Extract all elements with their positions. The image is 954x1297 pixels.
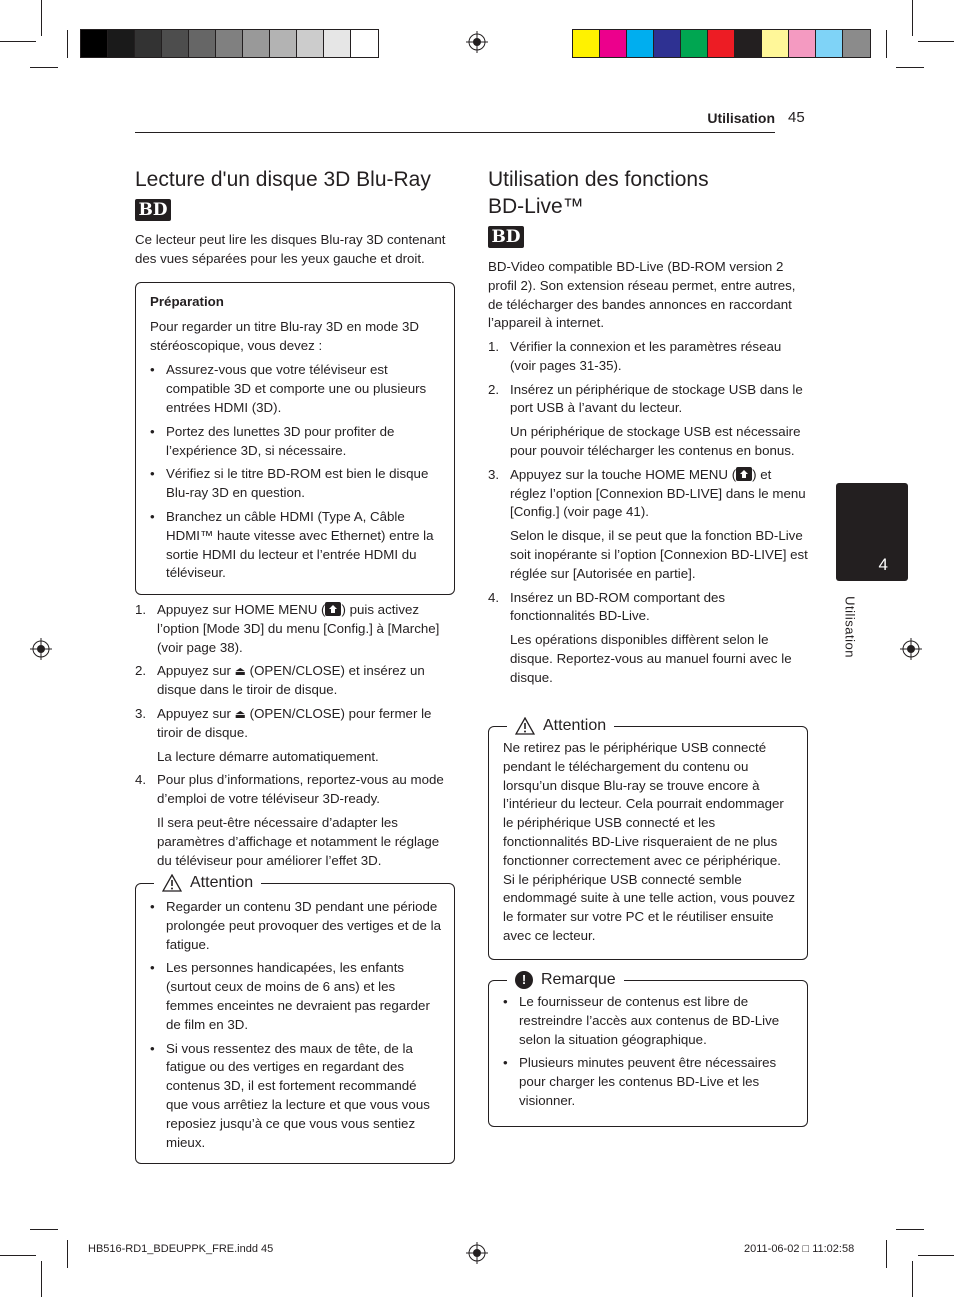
step-text-pre: Appuyez sur xyxy=(157,705,235,721)
chapter-side-label xyxy=(838,592,862,662)
step-item xyxy=(135,601,455,657)
section-title-3d-bluray: Lecture d'un disque 3D Blu-Ray xyxy=(135,168,431,191)
color-swatch xyxy=(324,30,351,57)
list-item: • Assurez-vous que votre téléviseur est compatible 3D et comporte une ou plusieurs entrées HDMI (3D). xyxy=(150,361,442,417)
step-number: 4. xyxy=(135,772,147,788)
section-title-bdlive-line1: Utilisation des fonctions xyxy=(488,168,709,191)
remarque-list xyxy=(503,993,795,1111)
list-item: • Branchez un câble HDMI (Type A, Câble HDMI™ haute vitesse avec Ethernet) entre la sortie HDMI du lecteur et l’entrée HDMI du téléviseur. xyxy=(150,508,442,583)
step-text-post: ) puis activez l’option [Mode 3D] du menu [Config.] à [Marche] (voir page 38). xyxy=(157,602,440,655)
crop-mark xyxy=(886,1240,887,1268)
step-item xyxy=(488,338,808,376)
crop-mark xyxy=(918,41,954,42)
step-text xyxy=(510,589,808,627)
remarque-label xyxy=(507,970,624,990)
step-text xyxy=(157,771,455,809)
step-item xyxy=(135,705,455,766)
step-text xyxy=(510,466,808,522)
eject-icon: ⏏ xyxy=(234,664,246,679)
list-item: • Si vous ressentez des maux de tête, de la fatigue ou des vertiges en regardant des contenus 3D, il est fortement recommandé que vous arrêtiez la lecture et que vous vous reposiez jusqu’à ce que vous vous sentiez mieux. xyxy=(150,1040,442,1153)
list-item: • Regarder un contenu 3D pendant une période prolongée peut provoquer des vertiges et de la fatigue. xyxy=(150,898,442,954)
chapter-tab xyxy=(836,483,908,581)
crop-mark xyxy=(886,30,887,58)
step-note: La lecture démarre automatiquement. xyxy=(157,748,379,764)
steps-list-3d xyxy=(135,601,455,875)
step-item xyxy=(488,466,808,584)
color-swatch xyxy=(816,30,843,57)
steps-list-bdlive xyxy=(488,338,808,693)
step-number: 4. xyxy=(488,589,500,605)
crop-mark xyxy=(896,67,924,68)
crop-mark xyxy=(0,41,36,42)
color-swatch xyxy=(297,30,324,57)
step-item xyxy=(135,771,455,870)
bd-disc-icon: BD xyxy=(488,226,524,248)
color-swatch xyxy=(108,30,135,57)
step-note: Les opérations disponibles diffèrent selon le disque. Reportez-vous au manuel fourni avec le disque. xyxy=(510,632,792,685)
color-swatch xyxy=(762,30,789,57)
color-swatch xyxy=(135,30,162,57)
attention-list-3d xyxy=(150,898,442,1152)
crop-mark xyxy=(41,1261,42,1297)
grayscale-color-bar xyxy=(80,29,379,58)
crop-mark xyxy=(41,0,42,36)
step-text-pre: Appuyez sur HOME MENU ( xyxy=(157,602,326,617)
chapter-number: 4 xyxy=(878,555,888,574)
step-text-pre: Appuyez sur la touche HOME MENU ( xyxy=(510,466,737,482)
step-number: 2. xyxy=(135,663,147,679)
crop-mark xyxy=(918,1255,954,1256)
chapter-side-label-text: Utilisation xyxy=(842,596,858,658)
step-item xyxy=(488,589,808,688)
step-note: Il sera peut-être nécessaire d’adapter les paramètres d’affichage et notamment le réglage du téléviseur pour améliorer l’effet 3D. xyxy=(157,814,440,868)
running-header xyxy=(135,110,775,133)
step-item xyxy=(135,662,455,700)
list-item: • Vérifiez si le titre BD-ROM est bien le disque Blu-ray 3D en question. xyxy=(150,465,442,503)
step-note: Selon le disque, il se peut que la fonction BD-Live soit inopérante si l’option [Connexion BD-LIVE] est réglée sur [Autorisée en partie]. xyxy=(510,528,808,581)
crop-mark xyxy=(912,1261,913,1297)
step-text-pre: Insérez un périphérique de stockage USB dans le port USB à l’avant du lecteur. xyxy=(510,381,803,416)
eject-icon: ⏏ xyxy=(234,706,246,721)
color-swatch xyxy=(627,30,654,57)
color-swatch xyxy=(162,30,189,57)
crop-mark xyxy=(67,30,68,58)
step-number: 1. xyxy=(135,602,147,617)
list-item: • Les personnes handicapées, les enfants (surtout ceux de moins de 6 ans) et les femmes enceintes ne devraient pas regarder de film en 3D. xyxy=(150,959,442,1034)
color-swatch xyxy=(600,30,627,57)
color-swatch xyxy=(270,30,297,57)
preparation-intro: Pour regarder un titre Blu-ray 3D en mode 3D stéréoscopique, vous devez : xyxy=(150,318,420,353)
preparation-label: Préparation xyxy=(150,294,224,309)
step-text-post: ) et réglez l’option [Connexion BD-LIVE] dans le menu [Config.] (voir page 41). xyxy=(510,466,806,520)
crop-mark xyxy=(896,1229,924,1230)
remarque-label-text: Remarque xyxy=(541,971,616,988)
step-number: 3. xyxy=(135,705,147,721)
step-text xyxy=(157,601,455,657)
crop-mark xyxy=(30,1229,58,1230)
step-text-post: (OPEN/CLOSE) et insérez un disque dans le tiroir de disque. xyxy=(157,663,425,698)
attention-label xyxy=(507,716,614,736)
color-swatch xyxy=(573,30,600,57)
footer-file-name: HB516-RD1_BDEUPPK_FRE.indd 45 xyxy=(88,1243,274,1255)
step-text xyxy=(510,381,808,419)
color-swatch xyxy=(351,30,378,57)
color-swatch xyxy=(654,30,681,57)
step-text xyxy=(157,662,455,700)
header-section-title: Utilisation xyxy=(707,110,775,126)
registration-mark-icon xyxy=(30,638,52,660)
attention-label-text: Attention xyxy=(190,874,254,891)
registration-mark-icon xyxy=(466,1242,488,1264)
page-number: 45 xyxy=(788,109,805,126)
step-text-pre: Pour plus d’informations, reportez-vous au mode d’emploi de votre téléviseur 3D-ready. xyxy=(157,772,444,807)
registration-mark-icon xyxy=(900,638,922,660)
crop-mark xyxy=(0,1255,36,1256)
warning-icon xyxy=(515,717,535,735)
crop-mark xyxy=(67,1240,68,1268)
intro-paragraph: Ce lecteur peut lire les disques Blu-ray 3D contenant des vues séparées pour les yeux gauche et droit. xyxy=(135,232,446,266)
attention-box-bdlive xyxy=(488,717,808,960)
registration-mark-icon xyxy=(466,31,488,53)
attention-label-text: Attention xyxy=(543,717,607,734)
attention-box-3d xyxy=(135,874,455,1164)
preparation-box xyxy=(135,282,455,595)
color-swatch xyxy=(681,30,708,57)
footer-timestamp: 2011-06-02 □ 11:02:58 xyxy=(744,1243,855,1255)
step-number: 1. xyxy=(488,339,500,354)
right-column-heading xyxy=(488,166,808,248)
step-note: Un périphérique de stockage USB est nécessaire pour pouvoir télécharger les contenus en bonus. xyxy=(510,424,801,458)
step-text xyxy=(157,705,455,743)
home-icon xyxy=(736,467,752,481)
list-item: • Portez des lunettes 3D pour profiter de l’expérience 3D, si nécessaire. xyxy=(150,423,442,461)
preparation-list xyxy=(150,361,442,583)
color-swatch xyxy=(708,30,735,57)
process-color-bar xyxy=(572,29,871,58)
step-text-pre: Insérez un BD-ROM comportant des fonctionnalités BD-Live. xyxy=(510,589,726,624)
crop-mark xyxy=(30,67,58,68)
attention-text-bdlive: Ne retirez pas le périphérique USB connecté pendant le téléchargement du contenu ou lorsqu’un disque Blu-ray se trouve encore à l’intérieur du lecteur. Cela pourrait endommager le périphérique USB connecté et les fonctionnalités BD-Live risqueraient de ne plus fonctionner correctement avec ce périphérique. Si le périphérique USB connecté semble endommagé suite à une telle action, vous pouvez le formater sur votre PC et le réutiliser ensuite avec ce lecteur. xyxy=(503,740,795,943)
attention-label xyxy=(154,873,261,893)
step-text xyxy=(510,338,808,376)
color-swatch xyxy=(243,30,270,57)
step-text-post: (OPEN/CLOSE) pour fermer le tiroir de disque. xyxy=(157,705,432,740)
color-swatch xyxy=(216,30,243,57)
bd-disc-icon: BD xyxy=(135,199,171,221)
warning-icon xyxy=(162,874,182,892)
bdlive-intro-paragraph: BD-Video compatible BD-Live (BD-ROM version 2 profil 2). Son extension réseau permet, entre autres, de télécharger des bandes annonces en raccordant l’appareil à internet. xyxy=(488,259,796,331)
step-text-pre: Vérifier la connexion et les paramètres réseau (voir pages 31-35). xyxy=(510,339,782,373)
section-title-bdlive-line2: BD-Live™ xyxy=(488,195,584,218)
step-item xyxy=(488,381,808,461)
step-number: 3. xyxy=(488,466,500,482)
remarque-box xyxy=(488,971,808,1127)
color-swatch xyxy=(189,30,216,57)
color-swatch xyxy=(735,30,762,57)
note-icon: ! xyxy=(515,971,533,989)
color-swatch xyxy=(81,30,108,57)
step-text-pre: Appuyez sur xyxy=(157,663,235,679)
step-number: 2. xyxy=(488,381,500,397)
crop-mark xyxy=(912,0,913,36)
list-item: • Le fournisseur de contenus est libre de restreindre l’accès aux contenus de BD-Live selon la situation géographique. xyxy=(503,993,795,1049)
color-swatch xyxy=(789,30,816,57)
color-swatch xyxy=(843,30,870,57)
left-column-heading xyxy=(135,166,455,221)
home-icon xyxy=(325,602,341,616)
list-item: • Plusieurs minutes peuvent être nécessaires pour charger les contenus BD-Live et les visionner. xyxy=(503,1054,795,1110)
